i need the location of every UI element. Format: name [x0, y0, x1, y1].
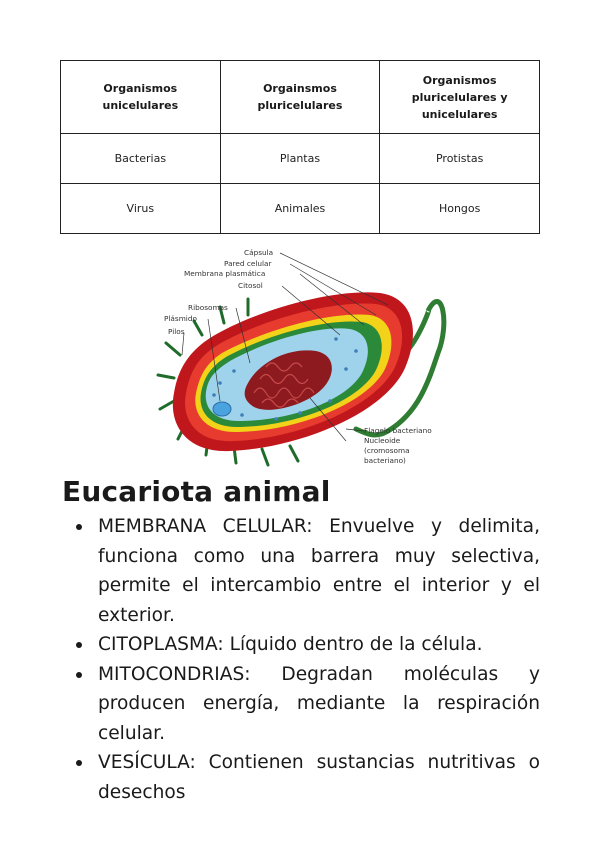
table-cell: Animales — [220, 184, 380, 234]
bullet-icon — [76, 672, 82, 678]
label-nucleoide: Nucleoide — [364, 436, 401, 445]
list-item-text: MITOCONDRIAS: Degradan moléculas y producen energía, mediante la respiración celular. — [98, 663, 540, 744]
section-title: Eucariota animal — [62, 475, 331, 508]
label-pilos: Pilos — [168, 327, 185, 336]
table-row — [61, 184, 540, 234]
list-item — [62, 512, 540, 630]
table-cell: Plantas — [220, 134, 380, 184]
plasmid-shape — [213, 402, 231, 416]
table-cell: Hongos — [380, 184, 540, 234]
list-item-text: CITOPLASMA: Líquido dentro de la célula. — [98, 634, 483, 655]
table-header-row — [61, 61, 540, 134]
label-plasmido: Plásmido — [164, 314, 197, 323]
header-unicelulares: Organismos unicelulares — [61, 61, 221, 134]
organelle-list — [62, 512, 540, 807]
table-row — [61, 134, 540, 184]
header-pluricelulares: Orgainsmos pluricelulares — [220, 61, 380, 134]
list-item-text: VESÍCULA: Contienen sustancias nutritivas o desechos — [98, 752, 540, 803]
bullet-icon — [76, 524, 82, 530]
table-cell: Virus — [61, 184, 221, 234]
table-cell: Protistas — [380, 134, 540, 184]
bullet-icon — [76, 760, 82, 766]
label-cromosoma-2: bacteriano) — [364, 456, 406, 465]
label-pared-celular: Pared celular — [224, 259, 272, 268]
label-membrana: Membrana plasmática — [184, 269, 266, 278]
bullet-icon — [76, 642, 82, 648]
label-cromosoma-1: (cromosoma — [364, 446, 410, 455]
label-citosol: Citosol — [238, 281, 263, 290]
header-pluri-uni: Organismos pluricelulares y unicelulares — [380, 61, 540, 134]
label-flagelo: Flagelo bacteriano — [364, 426, 432, 435]
list-item-text: MEMBRANA CELULAR: Envuelve y delimita, funciona como una barrera muy selectiva, permite el intercambio entre el interior y el exterior. — [98, 516, 540, 626]
bacterial-cell-diagram — [150, 243, 460, 473]
organisms-table — [60, 60, 540, 234]
list-item — [62, 660, 540, 749]
label-capsula: Cápsula — [244, 248, 274, 257]
table-cell: Bacterias — [61, 134, 221, 184]
list-item — [62, 630, 540, 660]
label-ribosomas: Ribosomas — [188, 303, 228, 312]
list-item — [62, 748, 540, 807]
